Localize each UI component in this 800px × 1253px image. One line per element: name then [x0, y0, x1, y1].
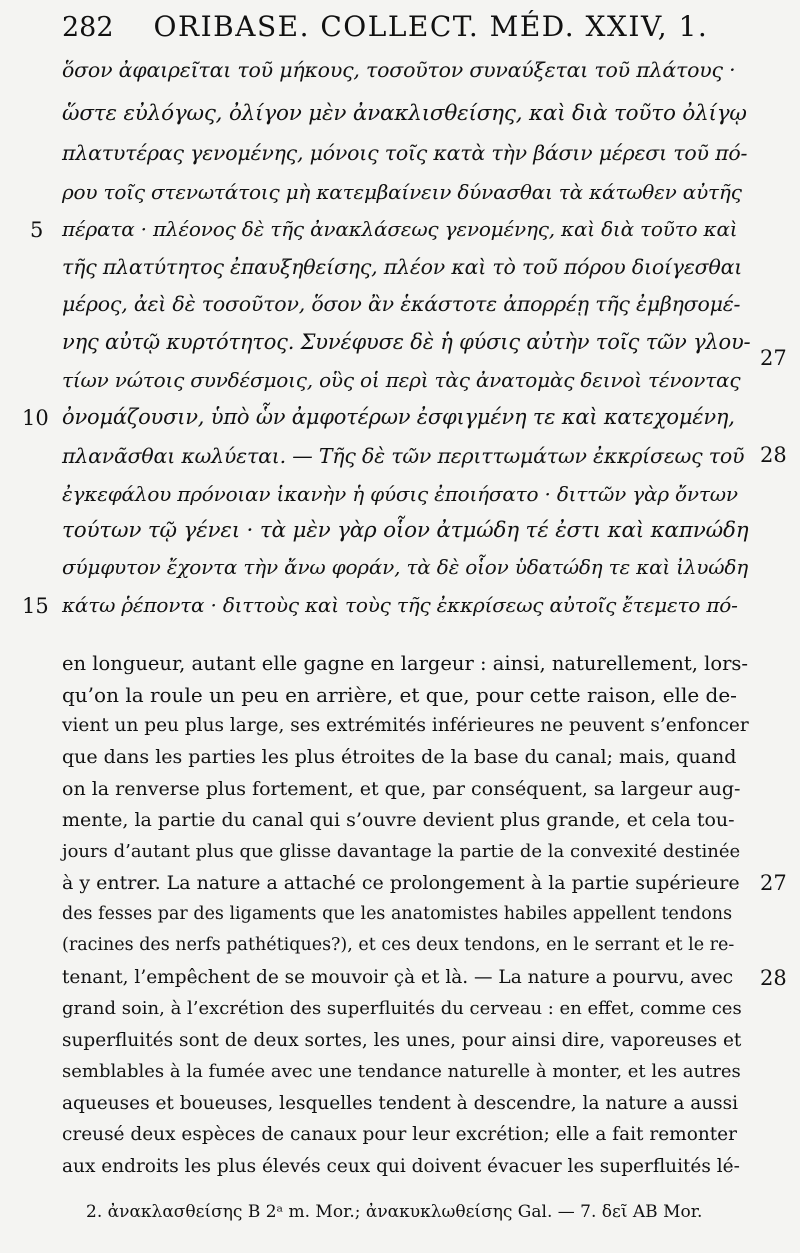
french-line: on la renverse plus fortement, et que, par conséquent, sa largeur aug-	[62, 778, 741, 800]
french-line: vient un peu plus large, ses extrémités inférieures ne peuvent s’enfoncer	[62, 715, 749, 736]
french-line: semblables à la fumée avec une tendance naturelle à monter, et les autres	[62, 1061, 741, 1082]
french-line: creusé deux espèces de canaux pour leur excrétion; elle a fait remonter	[62, 1124, 737, 1145]
french-line: que dans les parties les plus étroites de la base du canal; mais, quand	[62, 746, 737, 768]
french-line: aqueuses et boueuses, lesquelles tendent à descendre, la nature a aussi	[62, 1093, 739, 1114]
french-line: grand soin, à l’excrétion des superfluités du cerveau : en effet, comme ces	[62, 998, 742, 1019]
french-line: à y entrer. La nature a attaché ce prolongement à la partie supérieure	[62, 872, 740, 894]
line-number-5: 5	[30, 218, 44, 242]
greek-line: πλατυτέρας γενομένης, μόνοις τοῖς κατὰ τὴν βάσιν μέρεσι τοῦ πό-	[62, 141, 748, 165]
french-line: jours d’autant plus que glisse davantage la partie de la convexité destinée	[62, 841, 741, 862]
french-line: qu’on la roule un peu en arrière, et que, pour cette raison, elle de-	[62, 683, 737, 707]
french-line: des fesses par des ligaments que les anatomistes habiles appellent tendons	[62, 904, 733, 924]
section-number-27: 27	[760, 346, 787, 370]
greek-line: ρου τοῖς στενωτάτοις μὴ κατεμβαίνειν δύνασθαι τὰ κάτωθεν αὐτῆς	[62, 180, 742, 204]
line-number-15: 15	[22, 594, 49, 618]
greek-line: πέρατα · πλέονος δὲ τῆς ἀνακλάσεως γενομένης, καὶ διὰ τοῦτο καὶ	[62, 217, 738, 241]
footnote-apparatus: 2. ἀνακλασθείσης B 2ᵃ m. Mor.; ἀνακυκλωθείσης Gal. — 7. δεῖ AB Mor.	[86, 1202, 703, 1222]
french-line: superfluités sont de deux sortes, les unes, pour ainsi dire, vaporeuses et	[62, 1030, 742, 1051]
greek-line: ὅσον ἀφαιρεῖται τοῦ μήκους, τοσοῦτον συναύξεται τοῦ πλάτους ·	[62, 58, 736, 82]
page-header	[62, 10, 740, 50]
greek-line: τίων νώτοις συνδέσμοις, οὓς οἱ περὶ τὰς ἀνατομὰς δεινοὶ τένοντας	[62, 368, 741, 392]
line-number-10: 10	[22, 406, 49, 430]
french-line: mente, la partie du canal qui s’ouvre devient plus grande, et cela tou-	[62, 809, 735, 831]
french-line: tenant, l’empêchent de se mouvoir çà et là. — La nature a pourvu, avec	[62, 967, 734, 988]
french-line: aux endroits les plus élevés ceux qui doivent évacuer les superfluités lé-	[62, 1156, 740, 1177]
section-number-27: 27	[760, 871, 787, 895]
section-number-28: 28	[760, 966, 787, 990]
running-title: ORIBASE. COLLECT. MÉD. XXIV, 1.	[153, 10, 709, 43]
greek-line: σύμφυτον ἔχοντα τὴν ἄνω φοράν, τὰ δὲ οἷον ὑδατώδη τε καὶ ἰλυώδη	[62, 555, 748, 579]
greek-line: κάτω ῥέποντα · διττοὺς καὶ τοὺς τῆς ἐκκρίσεως αὐτοῖς ἔτεμετο πό-	[62, 593, 738, 617]
french-line: en longueur, autant elle gagne en largeur : ainsi, naturellement, lors-	[62, 652, 749, 675]
french-line: (racines des nerfs pathétiques?), et ces deux tendons, en le serrant et le re-	[62, 935, 735, 955]
greek-line: ὥστε εὐλόγως, ὀλίγον μὲν ἀνακλισθείσης, καὶ διὰ τοῦτο ὀλίγῳ	[62, 101, 747, 126]
page-number: 282	[62, 12, 114, 43]
greek-line: ἐγκεφάλου πρόνοιαν ἱκανὴν ἡ φύσις ἐποιήσατο · διττῶν γὰρ ὄντων	[62, 482, 738, 506]
greek-line: μέρος, ἀεὶ δὲ τοσοῦτον, ὅσον ἂν ἑκάστοτε ἀπορρέῃ τῆς ἐμβησομέ-	[62, 292, 741, 316]
section-number-28: 28	[760, 443, 787, 467]
greek-line: ὀνομάζουσιν, ὑπὸ ὧν ἀμφοτέρων ἐσφιγμένη τε καὶ κατεχομένη,	[62, 405, 735, 429]
greek-line: νης αὐτῷ κυρτότητος. Συνέφυσε δὲ ἡ φύσις αὐτὴν τοῖς τῶν γλου-	[62, 330, 751, 354]
greek-line: πλανᾶσθαι κωλύεται. — Τῆς δὲ τῶν περιττωμάτων ἐκκρίσεως τοῦ	[62, 444, 745, 468]
greek-line: τῆς πλατύτητος ἐπαυξηθείσης, πλέον καὶ τὸ τοῦ πόρου διοίγεσθαι	[62, 255, 743, 279]
greek-line: τούτων τῷ γένει · τὰ μὲν γὰρ οἷον ἀτμώδη τέ ἐστι καὶ καπνώδη	[62, 518, 749, 543]
